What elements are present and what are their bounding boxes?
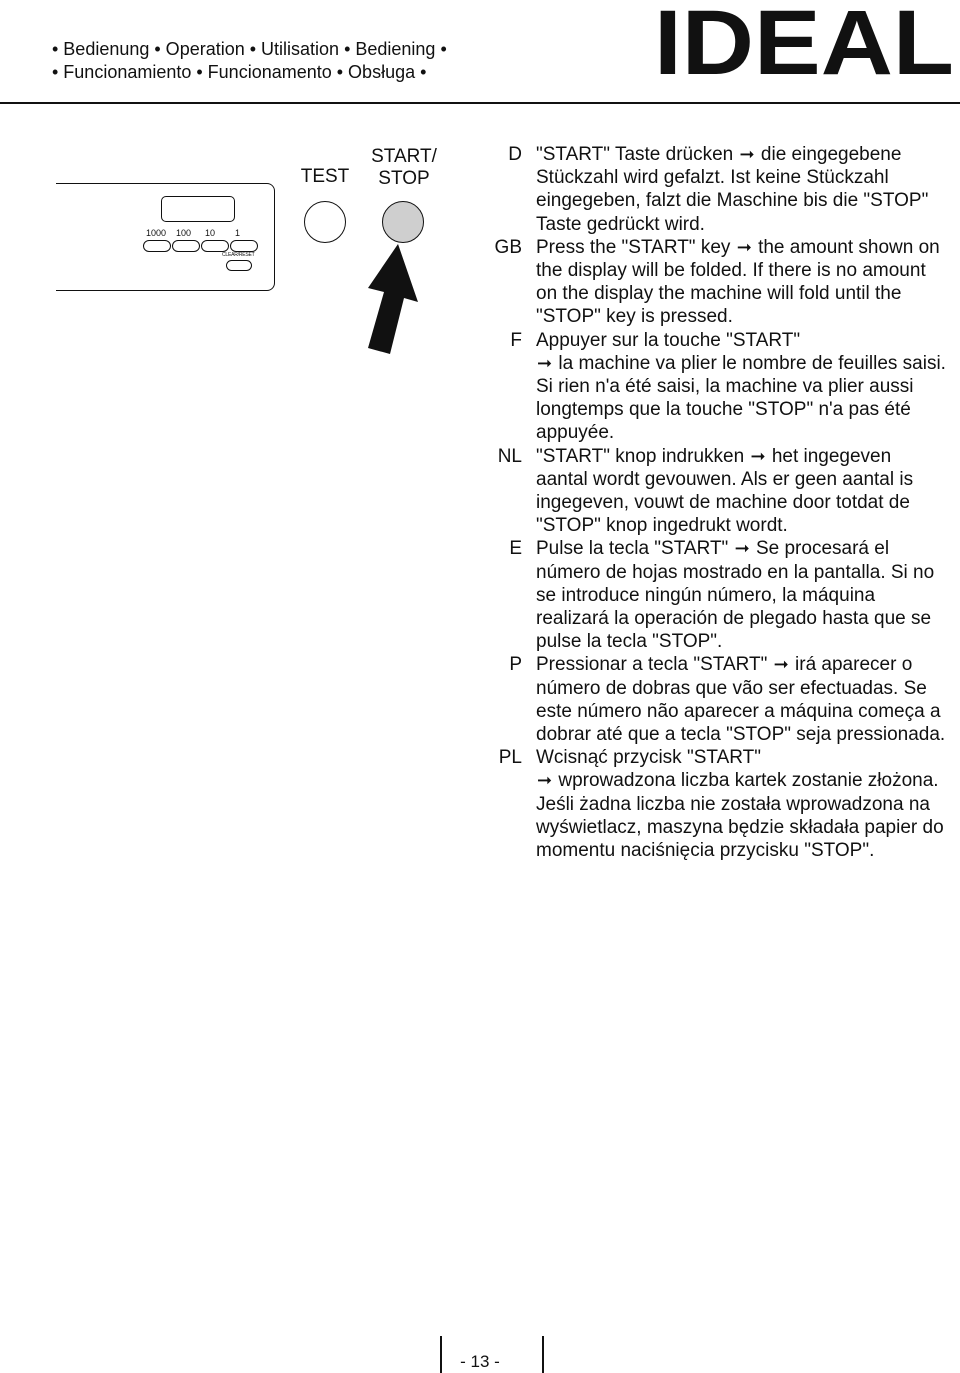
header-line-2: • Funcionamiento • Funcionamento • Obsługa • <box>52 62 427 82</box>
entry-text-b: la machine va plier le nombre de feuilles saisi. Si rien n'a été saisi, la machine va plier aussi longtemps que la touche "STOP" n'a pas été appuyée. <box>536 352 946 444</box>
key-100[interactable] <box>172 240 200 252</box>
entry-text-a: Pulse la tecla "START" <box>536 538 729 560</box>
entry-text-b: het ingegeven aantal wordt gevouwen. Als er geen aantal is ingegeven, vouwt de machine door totdat de "STOP" knop ingedrukt wordt. <box>536 445 914 537</box>
arrow-right-icon: ➞ <box>750 445 766 466</box>
entry-fr <box>486 329 946 445</box>
lang-code: F <box>510 329 522 351</box>
key-label-1000: 1000 <box>146 228 167 238</box>
arrow-right-icon: ➞ <box>736 236 752 257</box>
header-divider <box>0 102 960 104</box>
lang-code: D <box>508 144 522 165</box>
logo-text: IDEAL <box>654 2 954 78</box>
entry-text-b: irá aparecer o número de dobras que vão ser efectuadas. Se este número não aparecer a máquina começa a dobrar até que a tecla "STOP" seja pressionada. <box>536 654 946 746</box>
arrow-right-icon: ➞ <box>739 144 755 164</box>
entry-text-a: "START" Taste drücken <box>536 144 734 165</box>
header-language-list <box>52 38 447 84</box>
lang-code: GB <box>494 236 522 258</box>
start-label-line-2: STOP <box>378 168 430 189</box>
page-number: - 13 - <box>460 1352 500 1371</box>
ideal-logo <box>654 2 954 78</box>
entry-de <box>486 143 946 236</box>
test-button-label: TEST <box>300 166 350 187</box>
pointer-arrow-icon <box>360 244 420 354</box>
arrow-right-icon: ➞ <box>537 352 553 373</box>
entry-nl <box>486 445 946 538</box>
key-label-10: 10 <box>205 228 216 238</box>
entry-text-a: Press the "START" key <box>536 236 731 258</box>
entry-text-b: the amount shown on the display will be folded. If there is no amount on the display the machine will fold until the "STOP" key is pressed. <box>536 236 940 328</box>
entry-gb <box>486 236 946 329</box>
header-line-1: • Bedienung • Operation • Utilisation • Bediening • <box>52 39 447 59</box>
lang-code: P <box>509 654 522 676</box>
start-stop-button-label <box>362 146 446 190</box>
start-label-line-1: START/ <box>371 146 437 167</box>
arrow-right-icon: ➞ <box>734 538 750 559</box>
key-label-1: 1 <box>235 228 241 238</box>
clear-reset-label: CLEAR/RESET <box>222 252 255 258</box>
counter-display <box>161 196 235 222</box>
instruction-list <box>486 143 946 862</box>
key-1000[interactable] <box>143 240 171 252</box>
arrow-right-icon: ➞ <box>773 654 789 675</box>
entry-text-b: Se procesará el número de hojas mostrado en la pantalla. Si no se introduce ningún número, la máquina realizará la operación de plegado hasta que se pulse la tecla "STOP". <box>536 538 935 653</box>
key-10[interactable] <box>201 240 229 252</box>
key-label-100: 100 <box>176 228 192 238</box>
clear-reset-key[interactable] <box>226 260 252 271</box>
lang-code: E <box>509 538 522 560</box>
entry-pl <box>486 746 946 862</box>
entry-text-a: Pressionar a tecla "START" <box>536 654 768 676</box>
entry-es <box>486 537 946 653</box>
entry-pt <box>486 653 946 746</box>
key-1[interactable] <box>230 240 258 252</box>
start-stop-button[interactable] <box>382 201 424 243</box>
lang-code: NL <box>497 445 522 467</box>
test-button[interactable] <box>304 201 346 243</box>
entry-text-a: Appuyer sur la touche "START" <box>536 329 801 351</box>
arrow-right-icon: ➞ <box>537 770 553 791</box>
lang-code: PL <box>498 747 522 769</box>
entry-text-b: wprowadzona liczba kartek zostanie złożona. Jeśli żadna liczba nie została wprowadzona na wyświetlacz, maszyna będzie składała papier do momentu naciśnięcia przycisku "STOP". <box>536 770 944 862</box>
entry-text-a: "START" knop indrukken <box>536 445 745 467</box>
entry-text-a: Wcisnąć przycisk "START" <box>536 747 761 769</box>
entry-text-b: die eingegebene Stückzahl wird gefalzt. Ist keine Stückzahl eingegeben, falzt die Maschine bis die "STOP" Taste gedrückt wird. <box>536 144 929 235</box>
